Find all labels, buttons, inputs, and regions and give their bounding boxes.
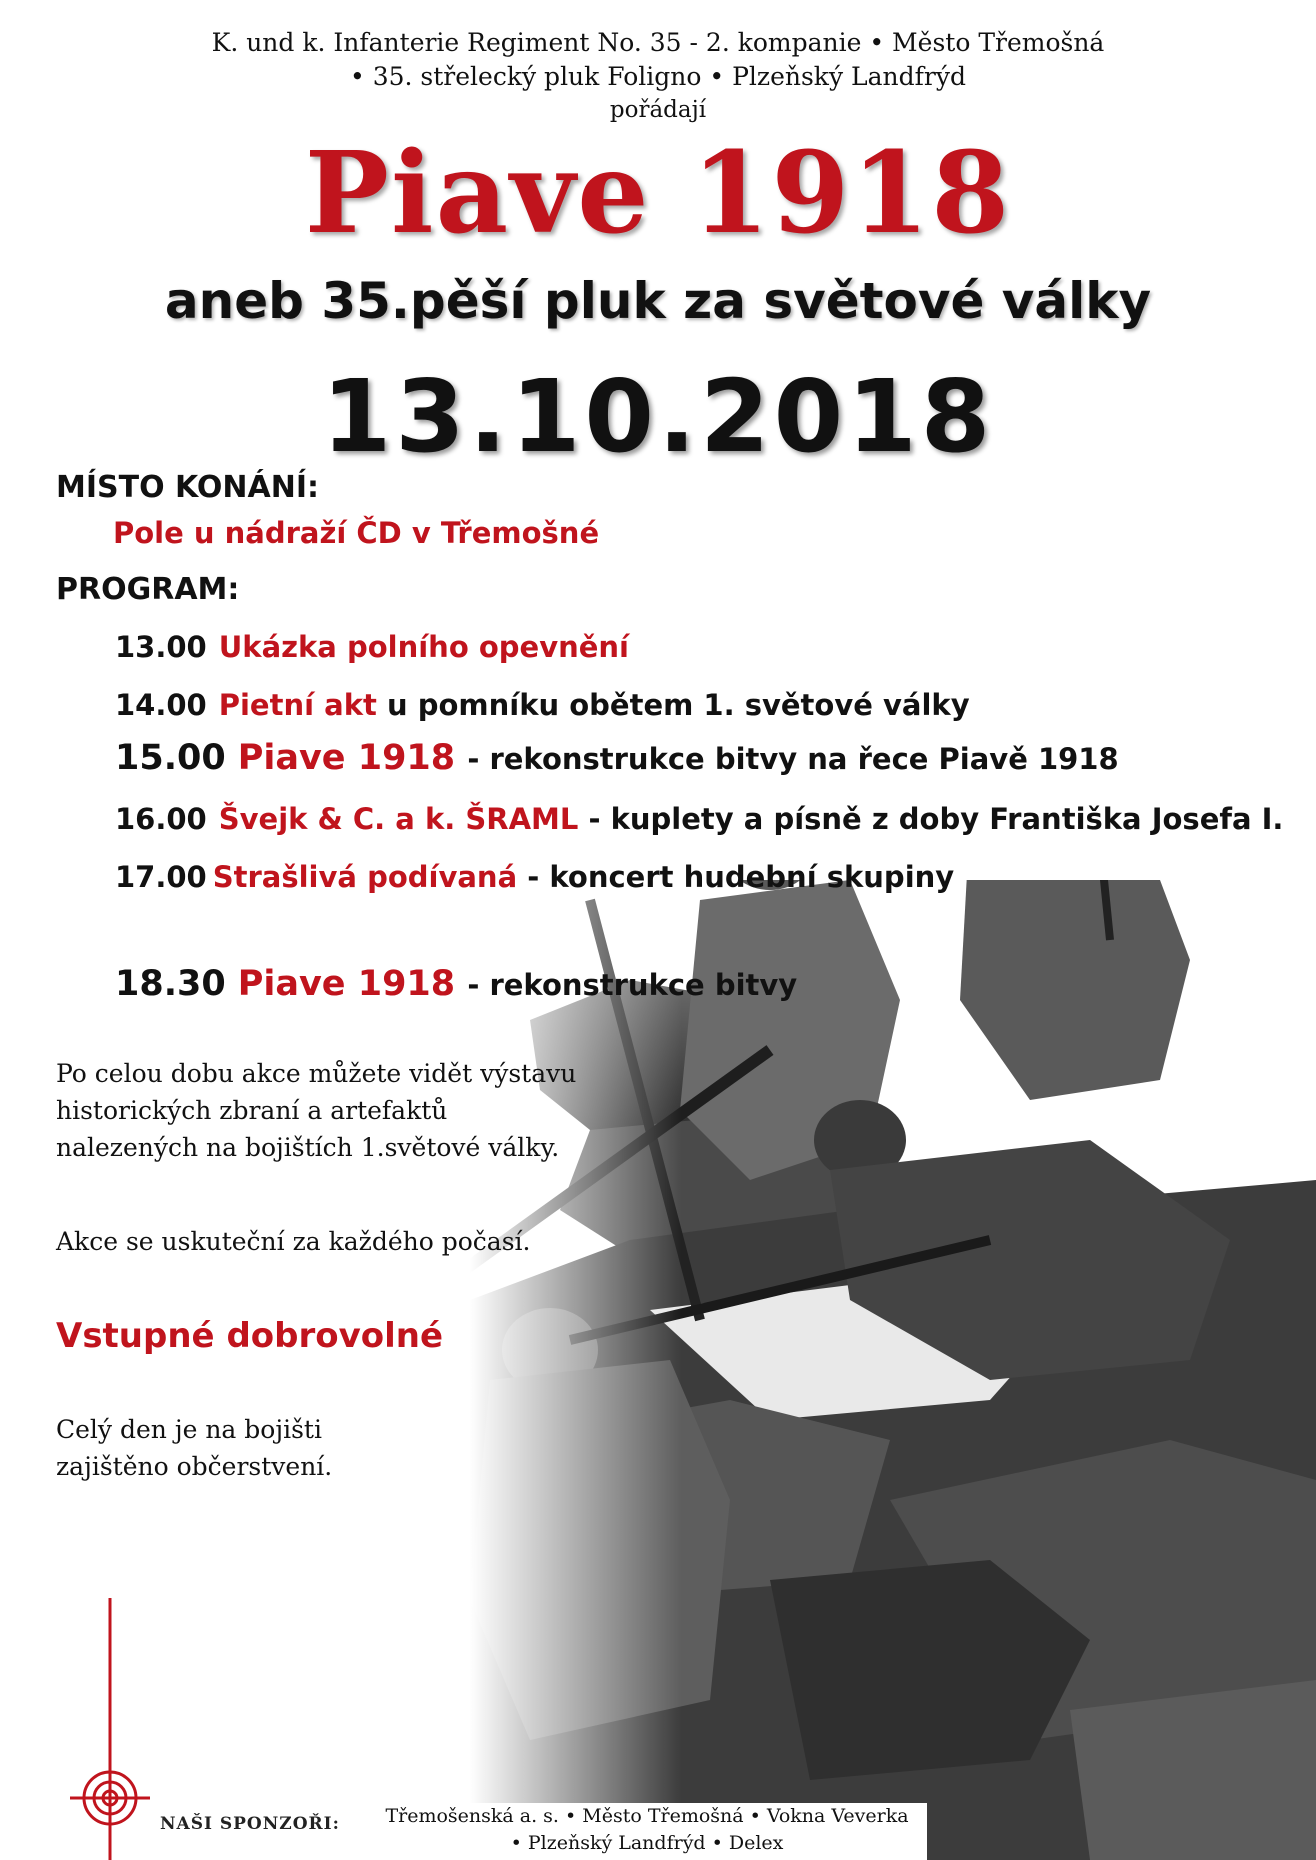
program-item [115,802,1283,836]
sponsors-line-2: • Plzeňský Landfrýd • Delex [510,1832,784,1854]
program-description: - rekonstrukce bitvy [467,968,798,1002]
exhibition-note-line: nalezených na bojištích 1.světové války. [56,1133,560,1162]
program-time: 17.00 [115,860,207,894]
program-time: 13.00 [115,630,207,664]
exhibition-note-line: historických zbraní a artefaktů [56,1096,448,1125]
program-time: 16.00 [115,802,207,836]
venue-value: Pole u nádraží ČD v Třemošné [113,516,600,550]
refreshments-note-line: Celý den je na bojišti [56,1415,322,1444]
event-subtitle: aneb 35.pěší pluk za světové války [164,272,1152,330]
program-highlight: Piave 1918 [237,964,456,1004]
program-highlight: Švejk & C. a k. ŠRAML [218,802,579,836]
refreshments-note [56,1411,332,1485]
program-highlight: Strašlivá podívaná [212,860,518,894]
soldiers-photo [470,880,1316,1860]
program-label: PROGRAM: [56,572,240,607]
entry-fee: Vstupné dobrovolné [56,1316,444,1356]
program-description: - kuplety a písně z doby Františka Josefa I. [588,802,1284,836]
program-item [115,630,629,664]
sponsors-box [367,1803,927,1860]
program-time: 18.30 [115,964,226,1004]
weather-note: Akce se uskuteční za každého počasí. [56,1227,531,1256]
program-description: u pomníku obětem 1. světové války [386,688,970,722]
program-item [115,738,1119,778]
event-date: 13.10.2018 [321,358,995,475]
refreshments-note-line: zajištěno občerstvení. [56,1452,333,1481]
organizers-line-1: K. und k. Infanterie Regiment No. 35 - 2. kompanie • Město Třemošná [211,28,1105,57]
program-highlight: Ukázka polního opevnění [218,630,629,664]
venue-label: MÍSTO KONÁNÍ: [56,470,320,505]
crosshair-icon [70,1598,150,1860]
organizers-line-2: • 35. střelecký pluk Foligno • Plzeňský Landfrýd [350,62,966,91]
program-item [115,964,797,1004]
sponsors-label: NAŠI SPONZOŘI: [160,1814,340,1834]
program-highlight: Piave 1918 [237,738,456,778]
program-time: 15.00 [115,738,226,778]
program-description: - koncert hudební skupiny [527,860,955,894]
organizers-line-3: pořádají [609,97,707,123]
program-item [115,860,954,894]
program-item [115,688,970,722]
program-time: 14.00 [115,688,207,722]
event-title: Piave 1918 [304,128,1012,259]
sponsors-line-1: Třemošenská a. s. • Město Třemošná • Vokna Veverka [385,1805,909,1827]
program-highlight: Pietní akt [218,688,377,722]
program-description: - rekonstrukce bitvy na řece Piavě 1918 [467,742,1119,776]
exhibition-note [56,1055,576,1166]
exhibition-note-line: Po celou dobu akce můžete vidět výstavu [56,1059,577,1088]
